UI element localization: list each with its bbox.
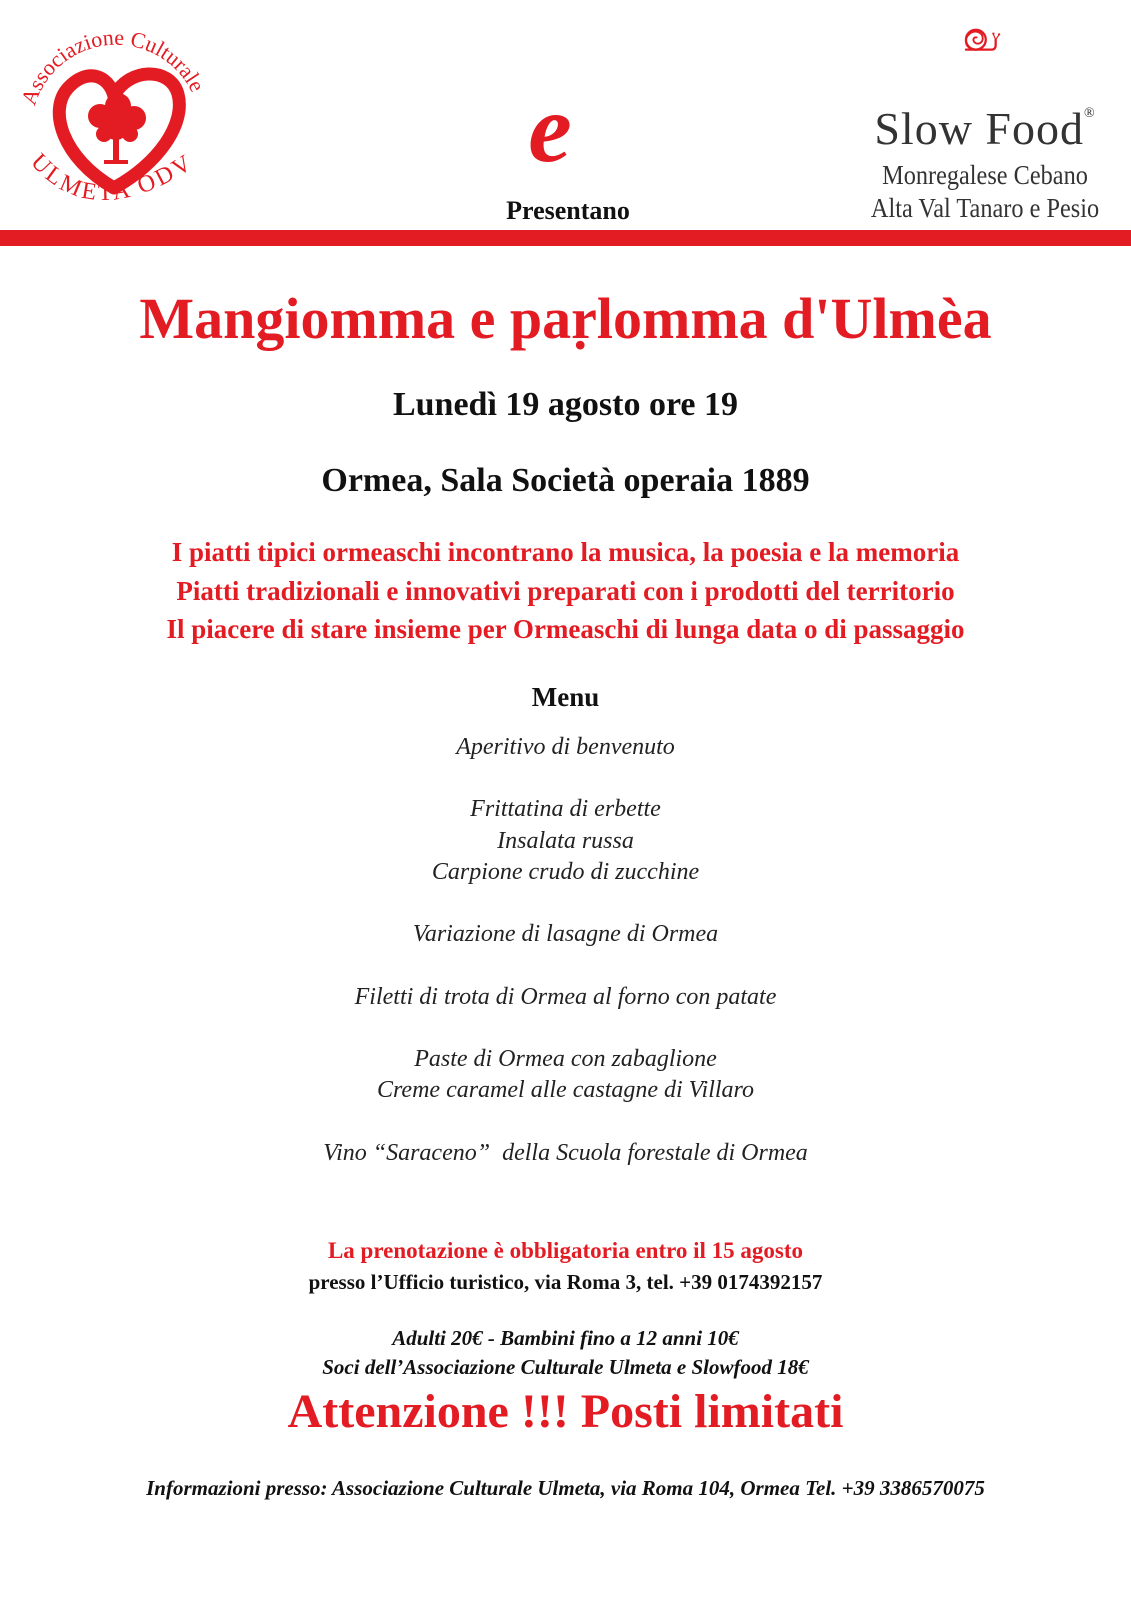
menu-item: Frittatina di erbette — [470, 796, 661, 822]
event-place: Ormea, Sala Società operaia 1889 — [321, 462, 810, 499]
menu-heading: Menu — [531, 682, 600, 712]
info-line: Informazioni presso: Associazione Culturale Ulmeta, via Roma 104, Ormea Tel. +39 3386570075 — [146, 1476, 985, 1500]
event-title: Mangiomma e paṛlomma d'Ulmèa — [139, 286, 992, 351]
menu-item: Vino “Saraceno” della Scuola forestale di Ormea — [323, 1140, 808, 1166]
slow-food-logo — [845, 26, 1125, 106]
slow-food-region-2: Alta Val Tanaro e Pesio — [870, 193, 1100, 223]
header-divider — [0, 230, 1131, 246]
menu-item: Paste di Ormea con zabaglione — [414, 1046, 717, 1072]
menu-item: Carpione crudo di zucchine — [431, 859, 700, 885]
price-line: Soci dell’Associazione Culturale Ulmeta e Slowfood 18€ — [322, 1355, 809, 1379]
booking-notice: La prenotazione è obbligatoria entro il 15 agosto — [327, 1238, 804, 1263]
presentano-label: Presentano — [506, 196, 630, 225]
snail-icon — [966, 30, 1000, 50]
menu-item: Variazione di lasagne di Ormea — [412, 921, 719, 947]
menu-item: Filetti di trota di Ormea al forno con patate — [354, 984, 777, 1010]
tagline: I piatti tipici ormeaschi incontrano la musica, la poesia e la memoria — [171, 537, 960, 567]
ulmeta-logo — [10, 18, 220, 228]
event-date: Lunedì 19 agosto ore 19 — [392, 386, 739, 423]
slow-food-region-1: Monregalese Cebano — [882, 160, 1088, 190]
registered-mark: ® — [1084, 106, 1096, 121]
slow-food-name — [850, 102, 1120, 155]
tagline: Il piacere di stare insieme per Ormeaschi di lunga data o di passaggio — [166, 614, 965, 644]
conjunction-e: e — [528, 75, 572, 183]
slow-food-name-text: Slow Food — [874, 103, 1085, 154]
attention-banner: Attenzione !!! Posti limitati — [287, 1385, 844, 1438]
logo-arc-text: Associazione Culturale — [15, 24, 211, 109]
booking-office: presso l’Ufficio turistico, via Roma 3, tel. +39 0174392157 — [308, 1270, 823, 1294]
logo-bottom-text: ULMETA ODV — [25, 148, 199, 207]
menu-item: Creme caramel alle castagne di Villaro — [376, 1077, 755, 1103]
menu-item: Aperitivo di benvenuto — [456, 734, 675, 760]
price-line: Adulti 20€ - Bambini fino a 12 anni 10€ — [392, 1326, 739, 1350]
tagline: Piatti tradizionali e innovativi preparati con i prodotti del territorio — [176, 576, 955, 606]
menu-item: Insalata russa — [497, 828, 634, 854]
